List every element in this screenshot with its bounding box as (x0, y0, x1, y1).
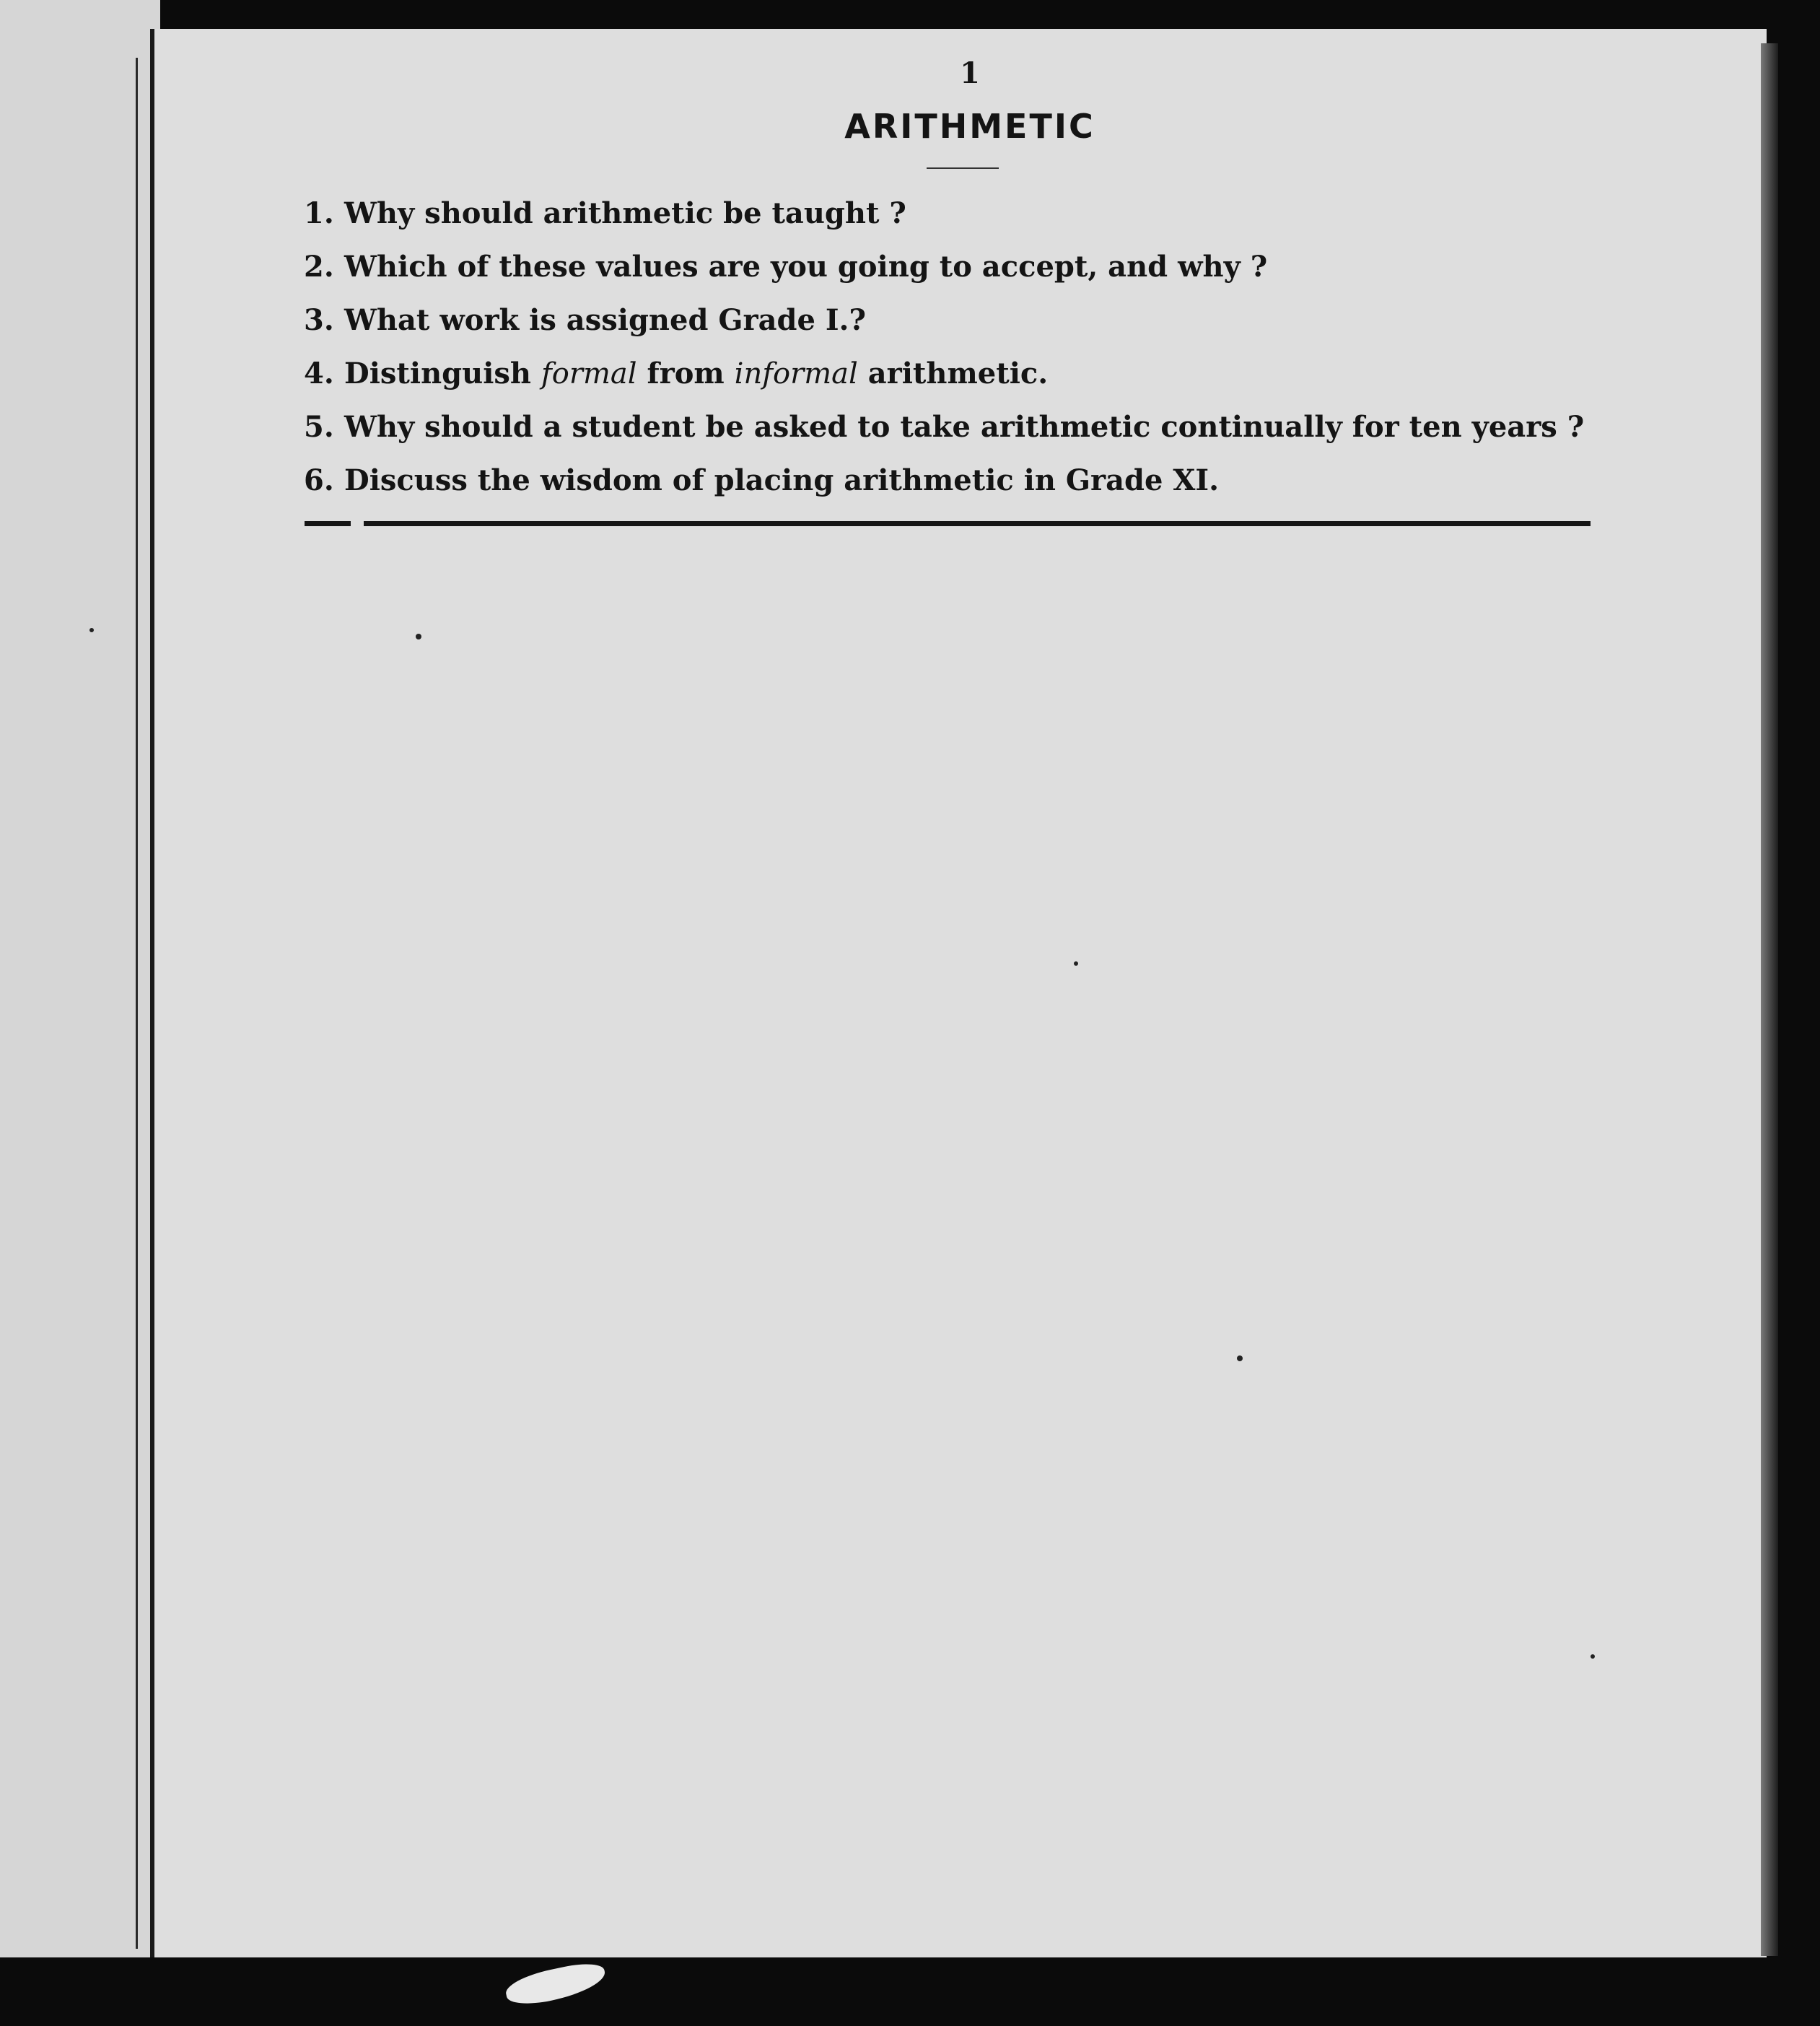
question-item-6 (304, 463, 1675, 517)
page-edge-shadow (1761, 43, 1778, 1956)
title-underline (927, 167, 999, 169)
question-text-part: arithmetic. (857, 357, 1049, 390)
question-item-1 (304, 196, 1675, 250)
scan-blot (503, 1959, 608, 2009)
question-item-5 (304, 410, 1675, 463)
question-number: 3. (304, 303, 334, 337)
scan-speck (1237, 1355, 1243, 1361)
question-text: Which of these values are you going to accept, and why ? (344, 250, 1268, 284)
question-text: Why should a student be asked to take arithmetic continually for ten years ? (344, 410, 1585, 444)
question-text: Why should arithmetic be taught ? (344, 196, 906, 230)
question-number: 1. (304, 196, 334, 230)
question-list (304, 196, 1675, 517)
section-end-rule (364, 521, 1591, 526)
emphasized-word-informal: informal (734, 357, 858, 390)
question-number: 6. (304, 463, 334, 497)
scan-speck (89, 628, 94, 632)
scan-speck (1591, 1654, 1595, 1659)
emphasized-word-formal: formal (541, 357, 637, 390)
question-text-part: from (636, 357, 735, 390)
question-text: Discuss the wisdom of placing arithmetic in Grade XI. (344, 463, 1220, 497)
question-number: 5. (304, 410, 334, 444)
page-content (154, 29, 1767, 1957)
document-page (150, 29, 1767, 1957)
page-title: ARITHMETIC (844, 107, 1095, 146)
scan-speck (416, 634, 421, 639)
question-text (344, 357, 1048, 390)
question-item-4 (304, 357, 1675, 410)
page-number: 1 (960, 56, 980, 90)
question-number: 4. (304, 357, 334, 390)
question-text: What work is assigned Grade I.? (344, 303, 866, 337)
question-item-2 (304, 250, 1675, 303)
scan-speck (1074, 961, 1078, 966)
binding-fold-line (136, 58, 138, 1949)
question-number: 2. (304, 250, 334, 284)
question-item-3 (304, 303, 1675, 357)
section-end-rule-short (305, 521, 351, 526)
question-text-part: Distinguish (344, 357, 541, 390)
